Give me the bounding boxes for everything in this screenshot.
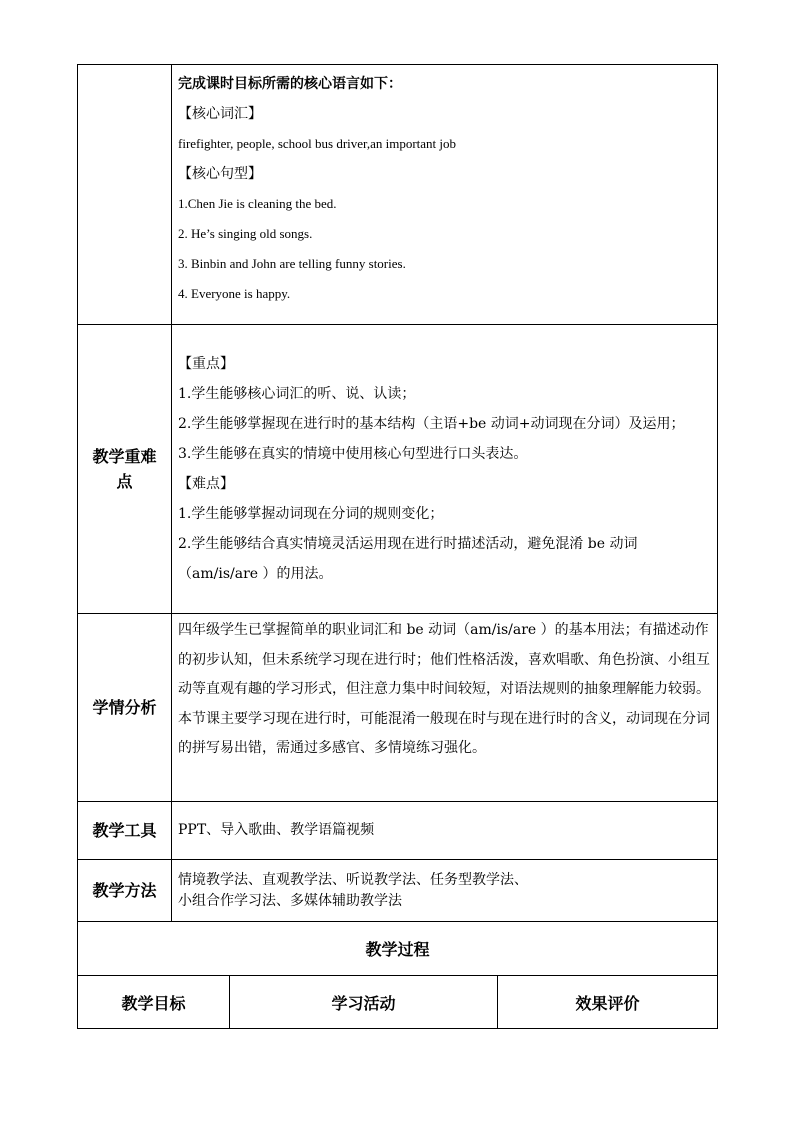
difficult-heading: 【难点】 <box>178 476 234 492</box>
key-points-cell <box>172 325 718 614</box>
col-activity-header: 学习活动 <box>230 976 498 1029</box>
tools-cell <box>172 802 718 860</box>
key-points-row <box>78 325 718 614</box>
process-header-row <box>78 976 718 1029</box>
sentence-3: 3. Binbin and John are telling funny stories. <box>178 256 406 271</box>
sentence-2: 2. He’s singing old songs. <box>178 226 313 241</box>
process-title-row <box>78 922 718 976</box>
sentence-1: 1.Chen Jie is cleaning the bed. <box>178 196 337 211</box>
key-points-label: 教学重难点 <box>78 325 172 614</box>
methods-label: 教学方法 <box>78 860 172 922</box>
tools-text: PPT、导入歌曲、教学语篇视频 <box>178 822 375 838</box>
vocab-text: firefighter, people, school bus driver,an important job <box>178 136 457 151</box>
core-language-label-cell <box>78 65 172 325</box>
key-item-2: 2.学生能够掌握现在进行时的基本结构（主语+be 动词+动词现在分词）及运用； <box>178 416 685 432</box>
col-eval-header: 效果评价 <box>498 976 718 1029</box>
tools-label: 教学工具 <box>78 802 172 860</box>
vocab-heading: 【核心词汇】 <box>178 106 262 122</box>
process-title: 教学过程 <box>78 922 718 976</box>
key-item-1: 1.学生能够核心词汇的听、说、认读； <box>178 386 416 402</box>
core-language-cell <box>172 65 718 325</box>
methods-line-2: 小组合作学习法、多媒体辅助教学法 <box>178 892 402 909</box>
core-intro: 完成课时目标所需的核心语言如下： <box>178 76 402 92</box>
student-analysis-row <box>78 614 718 802</box>
lesson-plan-table <box>77 64 718 1029</box>
student-analysis-cell <box>172 614 718 802</box>
methods-cell <box>172 860 718 922</box>
key-item-3: 3.学生能够在真实的情境中使用核心句型进行口头表达。 <box>178 446 528 462</box>
methods-row <box>78 860 718 922</box>
methods-line-1: 情境教学法、直观教学法、听说教学法、任务型教学法、 <box>178 871 528 888</box>
sentence-heading: 【核心句型】 <box>178 166 262 182</box>
col-goal-header: 教学目标 <box>78 976 230 1029</box>
difficult-item-2: 2.学生能够结合真实情境灵活运用现在进行时描述活动，避免混淆 be 动词（am/is/are ）的用法。 <box>178 536 638 582</box>
difficult-item-1: 1.学生能够掌握动词现在分词的规则变化； <box>178 506 444 522</box>
student-analysis-text: 四年级学生已掌握简单的职业词汇和 be 动词（am/is/are ）的基本用法；有描述动作的初步认知，但未系统学习现在进行时；他们性格活泼，喜欢唱歌、角色扮演、小组互动等直观有趣的学习形式，但注意力集中时间较短，对语法规则的抽象理解能力较弱。本节课主要学习现在进行时，可能混淆一般现在时与现在进行时的含义，动词现在分词的拼写易出错，需通过多感官、多情境练习强化。 <box>178 622 710 756</box>
student-analysis-label: 学情分析 <box>78 614 172 802</box>
core-language-row <box>78 65 718 325</box>
key-heading: 【重点】 <box>178 356 234 372</box>
tools-row <box>78 802 718 860</box>
sentence-4: 4. Everyone is happy. <box>178 286 291 301</box>
